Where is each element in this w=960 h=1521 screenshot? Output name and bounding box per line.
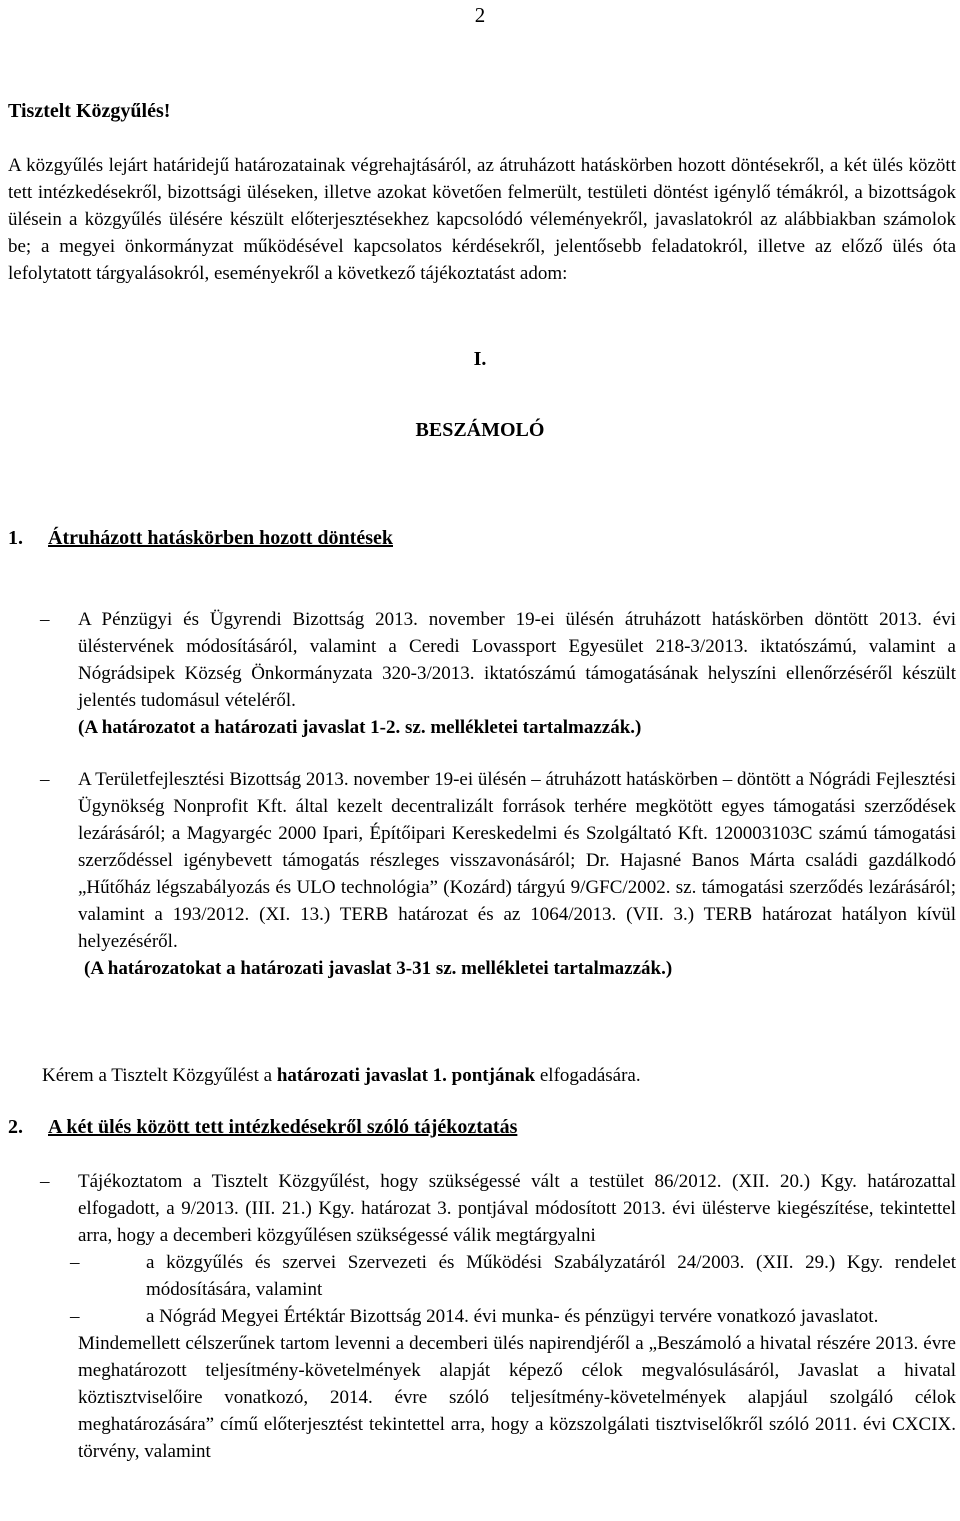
list-item-note: (A határozatot a határozati javaslat 1-2. sz. mellékletei tartalmazzák.) [78,717,642,738]
dash-bullet: – [40,1171,50,1192]
request-text-pre: Kérem a Tisztelt Közgyűlést a [42,1065,277,1086]
sub-list-item [70,1303,956,1330]
dash-bullet: – [70,1306,80,1327]
page-number: 2 [474,3,486,27]
sub-list-item [70,1249,956,1303]
section-title: BESZÁMOLÓ [415,419,545,441]
section-2-heading [8,1114,517,1141]
list-item [40,606,956,741]
dash-bullet: – [40,769,50,790]
roman-numeral-heading: I. [473,348,487,370]
sub-list-item-text: a Nógrád Megyei Értéktár Bizottság 2014. évi munka- és pénzügyi tervére vonatkozó javaslatot. [146,1306,879,1327]
salutation: Tisztelt Közgyűlés! [8,100,171,122]
list-item [40,1168,956,1465]
section-1-title: Átruházott hatáskörben hozott döntések [48,527,393,549]
request-paragraph [42,1062,641,1089]
intro-paragraph: A közgyűlés lejárt határidejű határozatainak végrehajtásáról, az átruházott hatáskörben hozott döntésekről, a két ülés között tett intézkedésekről, bizottsági üléseken, illetve azokat követően felmerült, testületi döntést igénylő témákról, a bizottságok ülésein a közgyűlés ülésére készült előterjesztésekhez kapcsolódó véleményekről, javaslatokról az alábbiakban számolok be; a megyei önkormányzat működésével kapcsolatos kérdésekről, jelentősebb feladatokról, illetve az előző ülés óta lefolytatott tárgyalásokról, eseményekről a következő tájékoztatást adom: [8,155,956,284]
section-1-number: 1. [8,527,23,549]
continuation-paragraph: Mindemellett célszerűnek tartom levenni a decemberi ülés napirendjéről a „Beszámoló a hivatal részére 2013. évre meghatározott teljesítmény-követelmények alapját képező célok megvalósulásáról, Javaslat a hivatal köztisztviselőire vonatkozó, 2014. évre szóló teljesítmény-követelmények alapjául szolgáló célok meghatározására” című előterjesztést tekintettel arra, hogy a közszolgálati tisztviselőkről szóló 2011. évi CXCIX. törvény, valamint [78,1333,956,1462]
dash-bullet: – [40,609,50,630]
list-item-text: A Területfejlesztési Bizottság 2013. november 19-ei ülésén – átruházott hatáskörben – döntött a Nógrádi Fejlesztési Ügynökség Nonprofit Kft. által kezelt decentralizált források terhére megkötött egyes támogatási szerződések lezárásáról; a Magyargéc 2000 Ipari, Építőipari Kereskedelmi és Szolgáltató Kft. 120003103C számú támogatási szerződéssel igénybevett támogatás részleges visszavonásáról; Dr. Hajasné Banos Márta családi gazdálkodó „Hűtőház légszabályozás és ULO technológia” (Kozárd) tárgyú 9/GFC/2002. sz. támogatási szerződés lezárásáról; valamint a 193/2012. (XI. 13.) TERB határozat és az 1064/2013. (VII. 3.) TERB határozat hatályon kívül helyezéséről. [78,769,956,952]
section-2-number: 2. [8,1116,23,1138]
section-2-title: A két ülés között tett intézkedésekről szóló tájékoztatás [48,1116,518,1138]
list-item-text: A Pénzügyi és Ügyrendi Bizottság 2013. november 19-ei ülésén átruházott hatáskörben döntött 2013. évi üléstervének módosításáról, valamint a Ceredi Lovassport Egyesület 218-3/2013. iktatószámú, valamint a Nógrádsipek Község Önkormányzata 320-3/2013. iktatószámú támogatásának helyszíni ellenőrzéséről készült jelentés tudomásul vételéről. [78,609,956,711]
request-text-bold: határozati javaslat 1. pontjának [276,1065,536,1086]
request-text-post: elfogadására. [535,1065,641,1086]
list-item [40,766,956,982]
list-item-note: (A határozatokat a határozati javaslat 3-31 sz. mellékletei tartalmazzák.) [84,958,673,979]
list-item-text: Tájékoztatom a Tisztelt Közgyűlést, hogy szükségessé vált a testület 86/2012. (XII. 20.) Kgy. határozattal elfogadott, a 9/2013. (III. 21.) Kgy. határozat 3. pontjával módosított 2013. évi üléstervе kiegészítése, tekintettel arra, hogy a decemberi közgyűlésen szükségessé válik megtárgyalni [78,1171,956,1246]
dash-bullet: – [70,1252,80,1273]
section-1-heading [8,525,393,552]
sub-list-item-text: a közgyűlés és szervei Szervezeti és Működési Szabályzatáról 24/2003. (XII. 29.) Kgy. rendelet módosítására, valamint [146,1252,956,1300]
